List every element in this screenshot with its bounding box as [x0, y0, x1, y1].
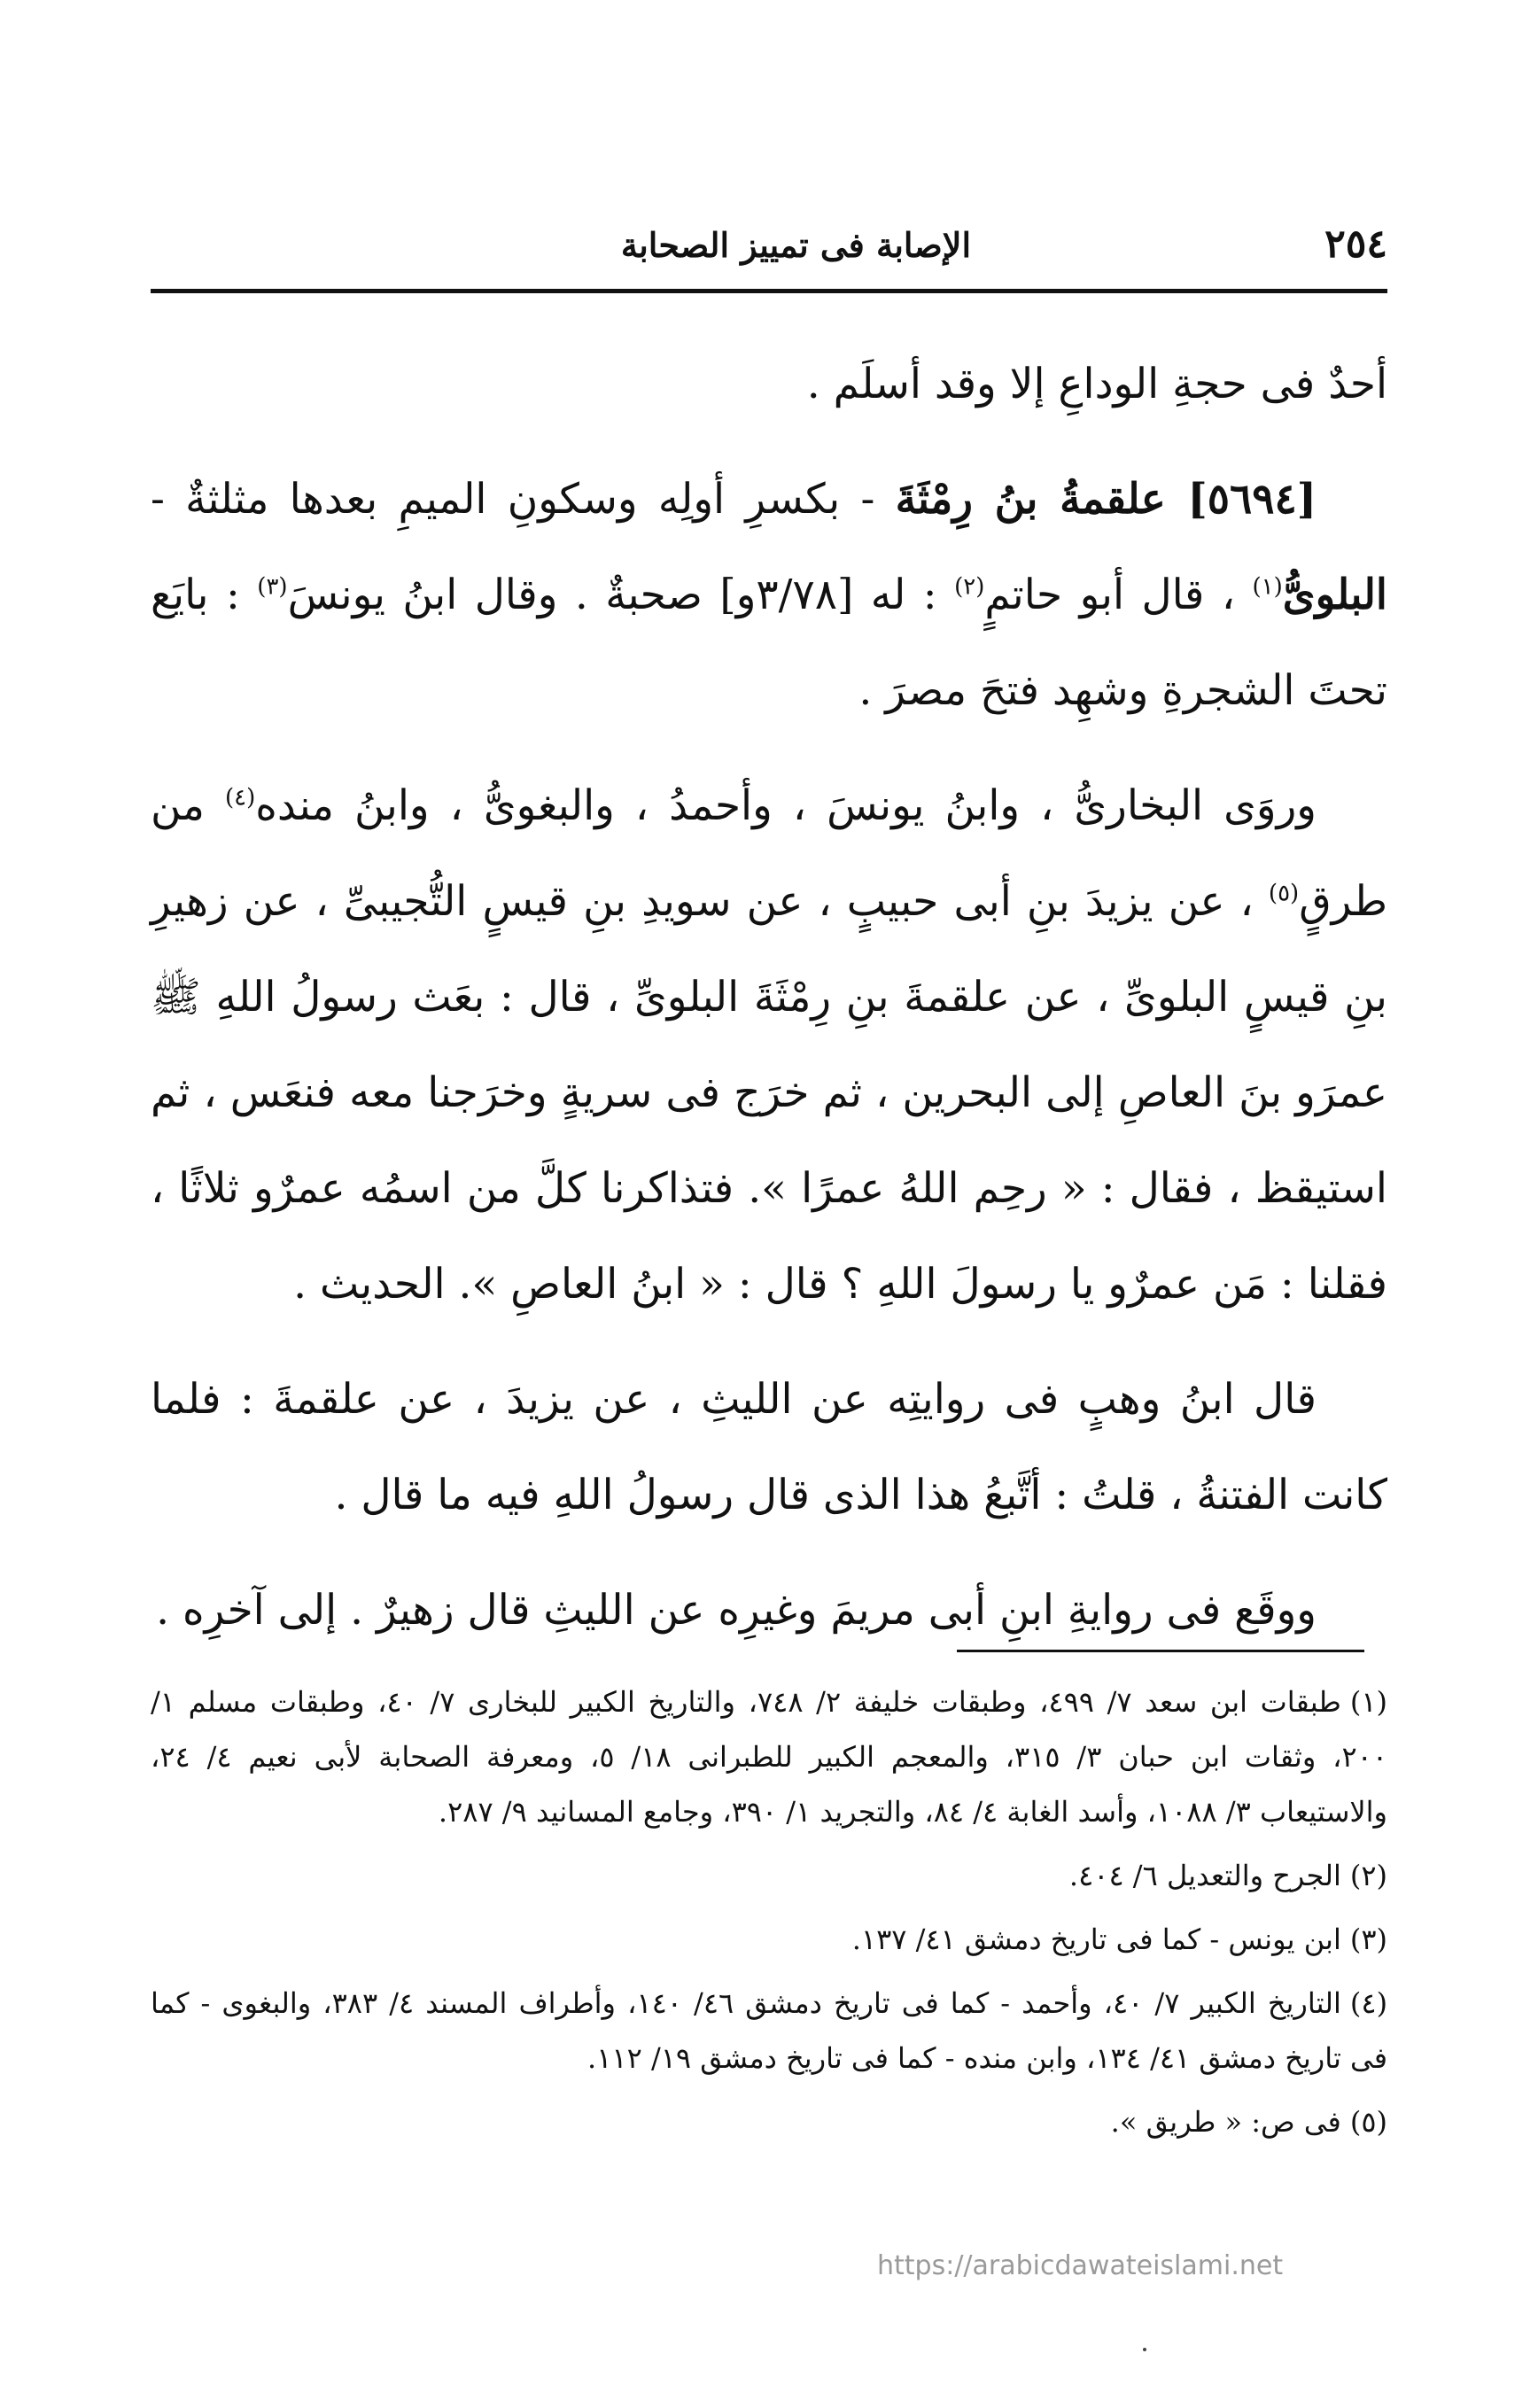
scan-speck: [1143, 2348, 1146, 2351]
watermark-url: https://arabicdawateislami.net: [877, 2250, 1284, 2281]
entry-text-c: ، قال أبو حاتمٍ: [984, 571, 1253, 619]
paragraph-1: أحدٌ فى حجةِ الوداعِ إلا وقد أسلَم .: [806, 360, 1387, 408]
paragraph-entry: [151, 452, 1387, 739]
entry-text-d: : له [٣/٧٨و] صحبةٌ . وقال ابنُ يونسَ: [287, 571, 955, 619]
footnote-number: (٥): [1349, 2105, 1387, 2139]
footnote-ref-1[interactable]: (١): [1252, 573, 1283, 601]
footnote-text: طبقات ابن سعد ٧/ ٤٩٩، وطبقات خليفة ٢/ ٧٤٨، والتاريخ الكبير للبخارى ٧/ ٤٠، وطبقات مسلم ١/ ٢٠٠، وثقات ابن حبان ٣/ ٣١٥، والمعجم الكبير للطبرانى ١٨/ ٥، ومعرفة الصحابة لأبى نعيم ٤/ ٢٤، والاستيعاب ٣/ ١٠٨٨، وأسد الغابة ٤/ ٨٤، والتجريد ١/ ٣٩٠، وجامع المسانيد ٩/ ٢٨٧.: [151, 1685, 1388, 1829]
footnote-3: [151, 1912, 1387, 1967]
footnotes: [151, 1674, 1387, 2158]
hadith-text-c: ، عن يزيدَ بنِ أبى حبيبٍ ، عن سويدِ بنِ قيسٍ التُّجيبىِّ ، عن زهيرِ بنِ قيسٍ البلوىِّ ، عن علقمةَ بنِ رِمْثَةَ البلوىِّ ، قال : بعَث رسولُ اللهِ ﷺ عمرَو بنَ العاصِ إلى البحرين ، ثم خرَج فى سريةٍ وخرَجنا معه فنعَس ، ثم استيقظ ، فقال : « رحِم اللهُ عمرًا ». فتذاكرنا كلَّ من اسمُه عمرٌو ثلاثًا ، فقلنا : مَن عمرٌو يا رسولَ اللهِ ؟ قال : « ابنُ العاصِ ». الحديث .: [151, 877, 1387, 1309]
main-text: [151, 337, 1387, 1678]
entry-text-a: - بكسرِ أولِه وسكونِ الميمِ بعدها مثلثةٌ -: [151, 475, 896, 524]
footnote-text: التاريخ الكبير ٧/ ٤٠، وأحمد - كما فى تاريخ دمشق ٤٦/ ١٤٠، وأطراف المسند ٤/ ٣٨٣، والبغوى - كما فى تاريخ دمشق ٤١/ ١٣٤، وابن منده - كما فى تاريخ دمشق ١٩/ ١١٢.: [151, 1986, 1387, 2075]
entry-heading: [٥٦٩٤] علقمةُ بنُ رِمْثَةَ: [895, 475, 1317, 524]
footnote-number: (٣): [1349, 1923, 1387, 1956]
entry-text-e: : بايَع تحتَ الشجرةِ وشهِد فتحَ مصرَ .: [151, 571, 1387, 715]
footnote-text: ابن يونس - كما فى تاريخ دمشق ٤١/ ١٣٧.: [851, 1923, 1341, 1956]
footnote-number: (٤): [1349, 1986, 1388, 2020]
hadith-text-a: وروَى البخارىُّ ، وابنُ يونسَ ، وأحمدُ ، والبغوىُّ ، وابنُ منده: [255, 781, 1317, 830]
paragraph-ibn-abi-maryam: ووقَع فى روايةِ ابنِ أبى مريمَ وغيرِه عن الليثِ قال زهيرٌ . إلى آخرِه .: [156, 1586, 1317, 1635]
footnote-ref-3[interactable]: (٣): [257, 573, 288, 601]
footnote-2: [151, 1848, 1387, 1903]
header-divider: [151, 289, 1387, 293]
footnote-ref-4[interactable]: (٤): [225, 784, 256, 812]
footnote-5: [151, 2094, 1387, 2149]
paragraph-ibn-wahb: قال ابنُ وهبٍ فى روايتِه عن الليثِ ، عن يزيدَ ، عن علقمةَ : فلما كانت الفتنةُ ، قلتُ : أتَّبعُ هذا الذى قال رسولُ اللهِ فيه ما قال .: [151, 1375, 1387, 1519]
paragraph-hadith: [151, 758, 1387, 1332]
footnote-ref-5[interactable]: (٥): [1268, 880, 1300, 907]
entry-nisba: البلوىُّ: [1282, 571, 1387, 619]
page-number: ٢٥٤: [1324, 221, 1387, 267]
book-title: الإصابة فى تمييز الصحابة: [620, 225, 971, 265]
footnote-ref-2[interactable]: (٢): [954, 573, 985, 601]
footnote-1: [151, 1674, 1387, 1839]
hadith-text-b: من طرقٍ: [151, 781, 1387, 926]
footnote-number: (٢): [1349, 1859, 1387, 1892]
footnote-number: (١): [1349, 1685, 1388, 1719]
footnote-divider: [957, 1650, 1364, 1652]
footnote-text: الجرح والتعديل ٦/ ٤٠٤.: [1068, 1859, 1341, 1892]
running-header: [151, 221, 1387, 278]
footnote-4: [151, 1976, 1387, 2086]
footnote-text: فى ص: « طريق ».: [1110, 2105, 1341, 2139]
